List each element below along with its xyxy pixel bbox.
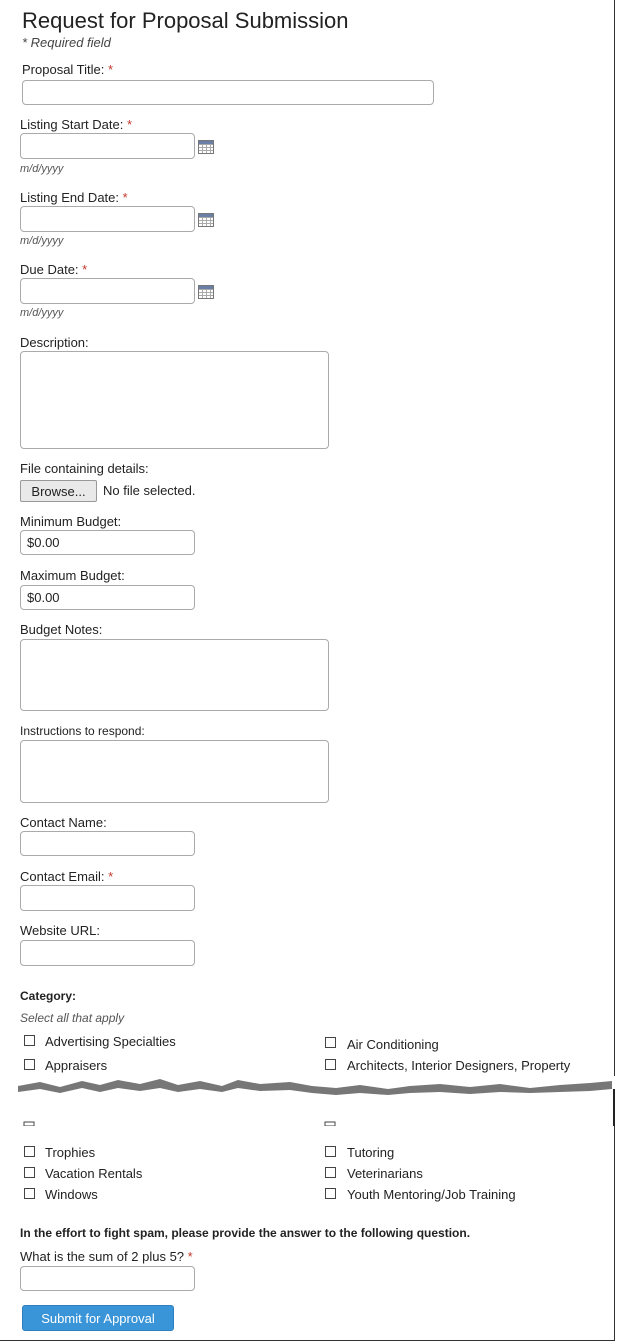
submit-button[interactable]: Submit for Approval (22, 1305, 174, 1331)
listing-end-input[interactable] (20, 206, 195, 232)
contact-email-input[interactable] (20, 885, 195, 911)
category-option-label: Youth Mentoring/Job Training (347, 1187, 516, 1202)
category-option-label: Advertising Specialties (45, 1034, 176, 1049)
file-status: No file selected. (103, 483, 196, 498)
category-option-label: Vacation Rentals (45, 1166, 143, 1181)
date-format-hint: m/d/yyyy (20, 163, 64, 175)
due-date-label (20, 262, 87, 277)
proposal-title-input[interactable] (22, 80, 434, 105)
instructions-textarea[interactable] (20, 740, 329, 803)
browse-button[interactable]: Browse... (20, 480, 97, 502)
listing-end-label-text: Listing End Date: (20, 190, 120, 205)
spam-question-label (20, 1249, 193, 1264)
required-star: * (126, 117, 133, 132)
category-option-label: Architects, Interior Designers, Property (347, 1058, 571, 1073)
listing-start-label (20, 117, 132, 132)
required-star: * (108, 62, 114, 77)
date-format-hint: m/d/yyyy (20, 235, 64, 247)
spam-intro: In the effort to fight spam, please provide the answer to the following question. (20, 1226, 471, 1240)
contact-email-label-text: Contact Email: (20, 869, 105, 884)
page-title: Request for Proposal Submission (22, 8, 349, 33)
required-star: * (187, 1249, 193, 1264)
instructions-label: Instructions to respond: (20, 724, 145, 738)
checkbox-tutoring[interactable] (325, 1146, 336, 1157)
proposal-title-label-text: Proposal Title: (22, 62, 105, 77)
contact-name-label: Contact Name: (20, 815, 107, 830)
category-option-label: Veterinarians (347, 1166, 423, 1181)
required-star: * (108, 869, 114, 884)
checkbox-windows[interactable] (24, 1188, 35, 1199)
spam-question-text: What is the sum of 2 plus 5? (20, 1249, 185, 1264)
required-star: * (82, 262, 88, 277)
calendar-icon[interactable] (198, 213, 214, 227)
checkbox-advertising-specialties[interactable] (24, 1035, 35, 1046)
checkbox-veterinarians[interactable] (325, 1167, 336, 1178)
category-option-label: Windows (45, 1187, 98, 1202)
category-title: Category: (20, 989, 77, 1003)
listing-start-label-text: Listing Start Date: (20, 117, 124, 132)
website-label: Website URL: (20, 923, 100, 938)
required-star: * (122, 190, 128, 205)
checkbox-architects[interactable] (325, 1059, 336, 1070)
contact-email-label (20, 869, 113, 884)
listing-end-label (20, 190, 128, 205)
file-label: File containing details: (20, 461, 149, 476)
proposal-title-label (22, 62, 113, 77)
date-format-hint: m/d/yyyy (20, 307, 64, 319)
calendar-icon[interactable] (198, 140, 214, 154)
checkbox-air-conditioning[interactable] (325, 1037, 336, 1048)
description-label: Description: (20, 335, 89, 350)
required-note: * Required field (22, 35, 111, 50)
checkbox-youth-mentoring[interactable] (325, 1188, 336, 1199)
min-budget-input[interactable] (20, 530, 195, 555)
website-input[interactable] (20, 940, 195, 966)
checkbox-trophies[interactable] (24, 1146, 35, 1157)
due-date-input[interactable] (20, 278, 195, 304)
checkbox-appraisers[interactable] (24, 1059, 35, 1070)
contact-name-input[interactable] (20, 831, 195, 856)
calendar-icon[interactable] (198, 285, 214, 299)
due-date-label-text: Due Date: (20, 262, 79, 277)
max-budget-input[interactable] (20, 585, 195, 610)
spam-answer-input[interactable] (20, 1266, 195, 1291)
category-hint: Select all that apply (20, 1011, 125, 1025)
category-option-label: Trophies (45, 1145, 96, 1160)
description-textarea[interactable] (20, 351, 329, 449)
budget-notes-label: Budget Notes: (20, 622, 103, 637)
torn-edge (0, 1076, 617, 1126)
max-budget-label: Maximum Budget: (20, 568, 125, 583)
category-option-label: Appraisers (45, 1058, 108, 1073)
listing-start-input[interactable] (20, 133, 195, 159)
checkbox-vacation-rentals[interactable] (24, 1167, 35, 1178)
category-option-label: Tutoring (347, 1145, 395, 1160)
budget-notes-textarea[interactable] (20, 639, 329, 711)
min-budget-label: Minimum Budget: (20, 514, 122, 529)
category-option-label: Air Conditioning (347, 1037, 439, 1052)
